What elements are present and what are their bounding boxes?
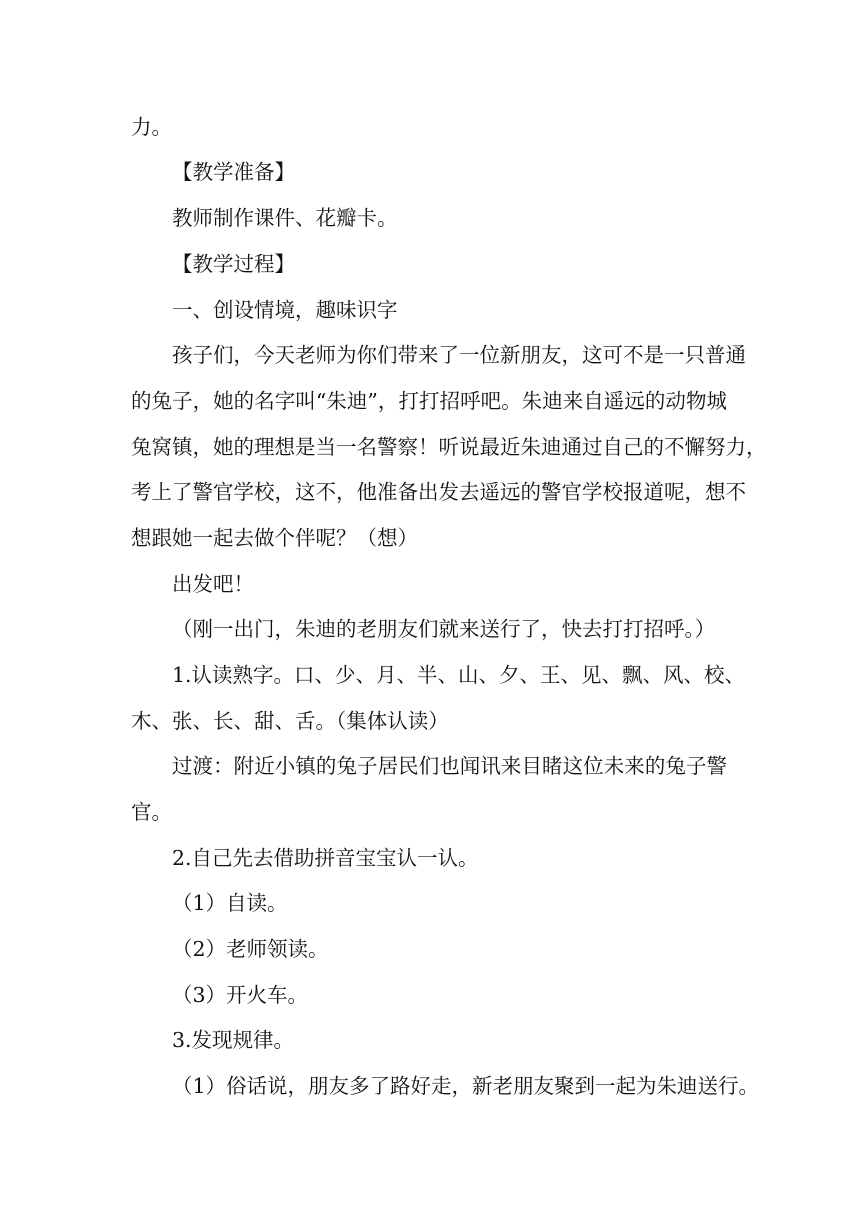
text-line: 官。 xyxy=(131,800,172,824)
text-line: 的兔子，她的名字叫“朱迪”，打打招呼吧。朱迪来自遥远的动物城 xyxy=(131,389,727,413)
text-line: 想跟她一起去做个伴呢？（想） xyxy=(131,526,418,550)
text-line: 木、张、长、甜、舌。（集体认读） xyxy=(131,709,449,733)
text-line: 孩子们，今天老师为你们带来了一位新朋友，这可不是一只普通 xyxy=(172,343,746,367)
list-item: （3）开火车。 xyxy=(172,983,309,1007)
section-heading-process: 【教学过程】 xyxy=(172,252,295,276)
text-line: 力。 xyxy=(131,115,172,139)
list-item: （1）自读。 xyxy=(172,891,288,915)
list-item: 2.自己先去借助拼音宝宝认一认。 xyxy=(172,846,479,870)
subsection-heading: 一、创设情境，趣味识字 xyxy=(172,298,398,322)
list-item: （1）俗话说，朋友多了路好走，新老朋友聚到一起为朱迪送行。 xyxy=(172,1074,760,1098)
list-item: 3.发现规律。 xyxy=(172,1028,295,1052)
text-line: 出发吧！ xyxy=(172,572,254,596)
list-item: （2）老师领读。 xyxy=(172,937,329,961)
text-line: 考上了警官学校，这不，他准备出发去遥远的警官学校报道呢，想不 xyxy=(131,480,746,504)
text-line: （刚一出门，朱迪的老朋友们就来送行了，快去打打招呼。） xyxy=(172,617,716,641)
text-line: 教师制作课件、花瓣卡。 xyxy=(172,206,398,230)
list-item: 1.认读熟字。口、少、月、半、山、夕、王、见、飘、风、校、 xyxy=(172,663,746,687)
text-line: 过渡：附近小镇的兔子居民们也闻讯来目睹这位未来的兔子警 xyxy=(172,754,727,778)
section-heading-preparation: 【教学准备】 xyxy=(172,160,295,184)
text-line: 兔窝镇，她的理想是当一名警察！听说最近朱迪通过自己的不懈努力， xyxy=(131,435,767,459)
